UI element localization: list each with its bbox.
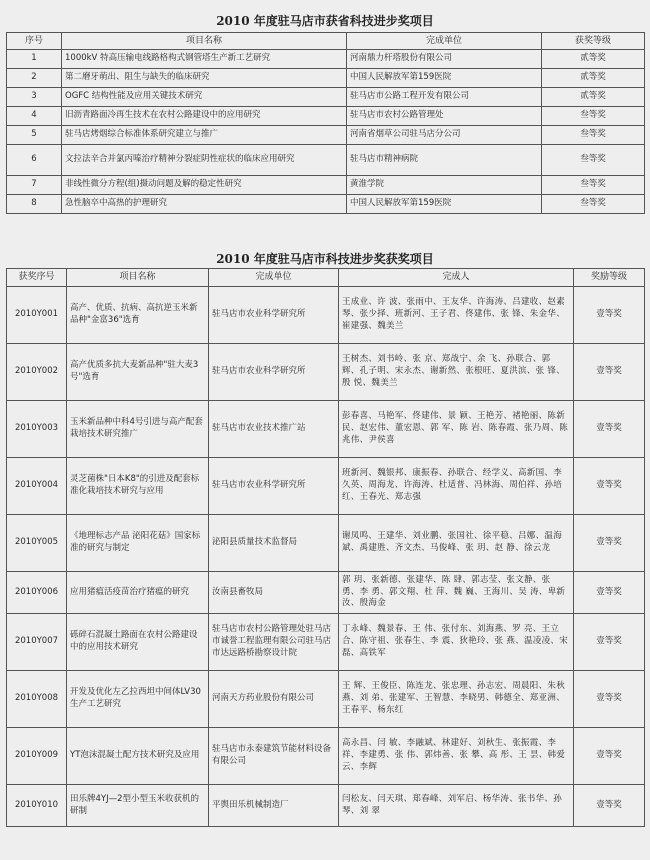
table-row <box>7 107 645 126</box>
table2-title: 2010 年度驻马店市科技进步奖获奖项目 <box>216 252 434 266</box>
table-row <box>7 458 645 515</box>
col-header-people: 完成人 <box>339 269 574 287</box>
cell-project-name: 高产优质多抗大麦新品种"驻大麦3号"选育 <box>67 344 209 401</box>
cell-people: 王树杰、刘书岭、张 京、郑战宁、余 飞、孙联合、郭 辉、孔子明、宋永杰、谢新然、张根旺、夏洪滨、张 锋、殷 悦、魏美兰 <box>339 344 574 401</box>
cell-unit: 驻马店市公路工程开发有限公司 <box>347 88 542 107</box>
col-header-name: 项目名称 <box>62 33 347 50</box>
cell-no: 2010Y010 <box>7 785 67 827</box>
cell-level: 叁等奖 <box>542 126 645 145</box>
cell-no: 2010Y008 <box>7 671 67 728</box>
table-row <box>7 671 645 728</box>
cell-level: 贰等奖 <box>542 88 645 107</box>
cell-project-name: 1000kV 特高压输电线路格构式钢管塔生产新工艺研究 <box>62 50 347 69</box>
cell-no: 2010Y004 <box>7 458 67 515</box>
cell-project-name: 急性脑卒中高热的护理研究 <box>62 195 347 214</box>
table-row <box>7 126 645 145</box>
col-header-name: 项目名称 <box>67 269 209 287</box>
cell-unit: 驻马店市精神病院 <box>347 145 542 176</box>
cell-level: 叁等奖 <box>542 176 645 195</box>
cell-people: 谢凤鸣、王建华、刘业鹏、张国社、徐平稳、吕娜、温海斌、禹建胜、齐文杰、马俊峰、张 玥、赵 静、徐云龙 <box>339 515 574 572</box>
table1-title: 2010 年度驻马店市获省科技进步奖项目 <box>216 14 434 28</box>
col-header-no: 序号 <box>7 33 62 50</box>
provincial-award-table <box>6 32 645 214</box>
cell-no: 2010Y003 <box>7 401 67 458</box>
cell-project-name: 文拉法辛合并氯丙嗪治疗精神分裂症阴性症状的临床应用研究 <box>62 145 347 176</box>
table-row <box>7 50 645 69</box>
cell-people: 郭 玥、张新德、张建华、陈 肆、郭志莹、张文静、张 勇、李 勇、郭文翔、杜 萍、魏 巍、王海川、吴 涛、卑新汝、殷海金 <box>339 572 574 614</box>
cell-level: 壹等奖 <box>574 515 645 572</box>
cell-people: 王成业、许 波、张雨中、王友华、许海涛、吕建收、赵素琴、张少择、班新河、王子君、佟建伟、张 锋、朱金华、崔建强、魏美兰 <box>339 287 574 344</box>
cell-level: 叁等奖 <box>542 107 645 126</box>
cell-project-name: 开发及优化左乙拉西坦中间体LV30生产工艺研究 <box>67 671 209 728</box>
cell-unit: 驻马店市农业技术推广站 <box>209 401 339 458</box>
cell-level: 壹等奖 <box>574 671 645 728</box>
cell-level: 壹等奖 <box>574 572 645 614</box>
cell-unit: 黄淮学院 <box>347 176 542 195</box>
cell-level: 贰等奖 <box>542 69 645 88</box>
table-row <box>7 728 645 785</box>
cell-unit: 汝南县畜牧局 <box>209 572 339 614</box>
cell-level: 壹等奖 <box>574 728 645 785</box>
table-header-row <box>7 33 645 50</box>
cell-no: 1 <box>7 50 62 69</box>
cell-people: 丁永峰、魏景春、王 伟、张付东、刘海燕、罗 亮、王立合、陈守祖、张春生、李 震、狄艳玲、张 燕、温凌凌、宋 磊、高铁军 <box>339 614 574 671</box>
col-header-unit: 完成单位 <box>347 33 542 50</box>
cell-project-name: OGFC 结构性能及应用关键技术研究 <box>62 88 347 107</box>
cell-project-name: 田乐牌4YJ—2型小型玉米收获机的研制 <box>67 785 209 827</box>
cell-unit: 驻马店市农村公路管理处驻马店市诚誉工程监理有限公司驻马店市达远路桥勘察设计院 <box>209 614 339 671</box>
cell-no: 2010Y007 <box>7 614 67 671</box>
city-award-table <box>6 268 645 827</box>
cell-project-name: 玉米新品种中科4号引进与高产配套栽培技术研究推广 <box>67 401 209 458</box>
table-row <box>7 287 645 344</box>
table-row <box>7 176 645 195</box>
cell-people: 彭春喜、马艳军、佟建伟、景 颖、王艳芳、褚艳丽、陈新民、赵宏伟、董宏恩、郭 军、陈 岩、陈春霞、张乃周、陈兆伟、尹侯喜 <box>339 401 574 458</box>
cell-project-name: 灵芝菌株"日本K8"的引进及配套标准化栽培技术研究与应用 <box>67 458 209 515</box>
col-header-no: 获奖序号 <box>7 269 67 287</box>
cell-level: 壹等奖 <box>574 614 645 671</box>
table-header-row <box>7 269 645 287</box>
cell-no: 7 <box>7 176 62 195</box>
cell-unit: 河南省烟草公司驻马店分公司 <box>347 126 542 145</box>
cell-level: 壹等奖 <box>574 287 645 344</box>
table-row <box>7 145 645 176</box>
cell-project-name: 砾碎石混凝土路面在农村公路建设中的应用技术研究 <box>67 614 209 671</box>
cell-level: 壹等奖 <box>574 401 645 458</box>
cell-no: 2 <box>7 69 62 88</box>
cell-unit: 泌阳县质量技术监督局 <box>209 515 339 572</box>
cell-no: 2010Y002 <box>7 344 67 401</box>
cell-no: 2010Y005 <box>7 515 67 572</box>
cell-unit: 中国人民解放军第159医院 <box>347 195 542 214</box>
cell-no: 2010Y006 <box>7 572 67 614</box>
col-header-unit: 完成单位 <box>209 269 339 287</box>
cell-project-name: 驻马店烤烟综合标准体系研究建立与推广 <box>62 126 347 145</box>
cell-unit: 驻马店市农业科学研究所 <box>209 458 339 515</box>
cell-project-name: 第二磨牙萌出、阻生与缺失的临床研究 <box>62 69 347 88</box>
cell-level: 叁等奖 <box>542 195 645 214</box>
cell-no: 8 <box>7 195 62 214</box>
table-row <box>7 515 645 572</box>
cell-project-name: 旧沥青路面冷再生技术在农村公路建设中的应用研究 <box>62 107 347 126</box>
cell-people: 闫松友、闫天琪、郑春峰、刘军启、杨华涛、张书华、孙 琴、刘 翠 <box>339 785 574 827</box>
cell-no: 2010Y001 <box>7 287 67 344</box>
cell-unit: 河南天方药业股份有限公司 <box>209 671 339 728</box>
cell-people: 王 辉、王俊臣、陈连龙、张忠理、孙志宏、周晨阳、朱秋燕、刘 弟、张建军、王智慧、李晓男、韩德全、郑亚洲、王春平、杨东红 <box>339 671 574 728</box>
cell-level: 贰等奖 <box>542 50 645 69</box>
table-row <box>7 614 645 671</box>
cell-project-name: 应用猪瘟活疫苗治疗猪瘟的研究 <box>67 572 209 614</box>
cell-no: 3 <box>7 88 62 107</box>
cell-level: 壹等奖 <box>574 344 645 401</box>
table-row <box>7 88 645 107</box>
cell-project-name: 高产、优质、抗病、高抗逆玉米新品种"金富36"选育 <box>67 287 209 344</box>
cell-unit: 驻马店市永泰建筑节能材料设备有限公司 <box>209 728 339 785</box>
table-row <box>7 572 645 614</box>
table-row <box>7 785 645 827</box>
cell-no: 6 <box>7 145 62 176</box>
cell-project-name: 非线性微分方程(组)摄动问题及解的稳定性研究 <box>62 176 347 195</box>
col-header-level: 奖励等级 <box>574 269 645 287</box>
cell-no: 4 <box>7 107 62 126</box>
cell-project-name: YT泡沫混凝土配方技术研究及应用 <box>67 728 209 785</box>
table-row <box>7 401 645 458</box>
cell-level: 壹等奖 <box>574 785 645 827</box>
cell-unit: 驻马店市农村公路管理处 <box>347 107 542 126</box>
col-header-level: 获奖等级 <box>542 33 645 50</box>
table-row <box>7 344 645 401</box>
cell-people: 班新河、魏银邦、康振春、孙联合、经学义、高新国、李久英、周海龙、许海涛、杜适普、冯林海、周伯祥、孙培红、王春光、郑志强 <box>339 458 574 515</box>
cell-unit: 平舆田乐机械制造厂 <box>209 785 339 827</box>
cell-no: 5 <box>7 126 62 145</box>
table-row <box>7 195 645 214</box>
cell-unit: 驻马店市农业科学研究所 <box>209 344 339 401</box>
cell-level: 叁等奖 <box>542 145 645 176</box>
cell-no: 2010Y009 <box>7 728 67 785</box>
cell-unit: 河南鼎力杆塔股份有限公司 <box>347 50 542 69</box>
cell-unit: 驻马店市农业科学研究所 <box>209 287 339 344</box>
cell-people: 高永昌、闫 敏、李融斌、林建好、刘秋生、张振霞、李 祥、李建勇、张 伟、郭炜善、张 攀、高 彤、王 昙、韩爱云、李辉 <box>339 728 574 785</box>
table-row <box>7 69 645 88</box>
cell-level: 壹等奖 <box>574 458 645 515</box>
cell-unit: 中国人民解放军第159医院 <box>347 69 542 88</box>
cell-project-name: 《地理标志产品 泌阳花菇》国家标准的研究与制定 <box>67 515 209 572</box>
